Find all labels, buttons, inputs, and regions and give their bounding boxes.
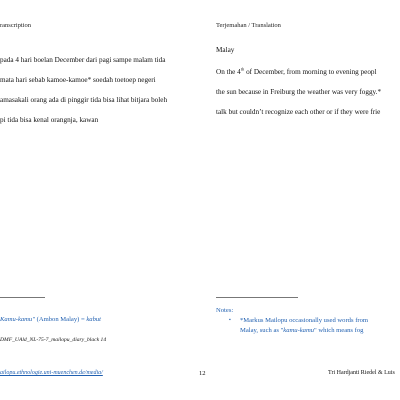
page-number: 12	[199, 370, 206, 377]
source-reference: DMF_UAld_NL-75-7_mailopu_diary_black 14	[0, 337, 107, 343]
notes-line2-start: Malay, such as "	[240, 327, 284, 334]
bullet-icon: ▪	[229, 318, 231, 323]
notes-line	[240, 327, 363, 334]
left-footnote	[0, 316, 101, 323]
notes-line2-end: " which means fog	[314, 327, 364, 334]
language-label: Malay	[216, 46, 235, 54]
notes-line: *Markus Mailopu occasionally used words from	[240, 317, 369, 324]
translation-line: talk but couldn’t recognize each other or if they were frie	[216, 108, 381, 116]
footnote-definition: (Ambon Malay) =	[35, 316, 87, 323]
translation-line1-start: On the 4	[216, 68, 241, 76]
footnote-separator-left	[0, 297, 45, 298]
notes-title: Notes:	[216, 307, 234, 314]
footnote-separator-right	[216, 297, 298, 298]
right-column-header: Terjemahan / Translation	[216, 22, 281, 29]
footnote-term: Kamu-kamu"	[0, 316, 36, 323]
transcription-line: amasakali orang ada di pinggir tida bisa lihat bitjara boleh	[0, 96, 168, 104]
footer-link[interactable]: ailopu.ethnologie.uni-muenchen.de/media/	[0, 370, 103, 376]
transcription-line: mata hari sebab kamoe-kamoe* soedah toetoep negeri	[0, 76, 156, 84]
footer-authors: Tri Hardjanti Riedel & Luis	[328, 370, 395, 376]
left-column-header: ranscription	[0, 22, 32, 29]
transcription-line: pada 4 hari boelan December dari pagi sampe malam tida	[0, 56, 166, 64]
transcription-line: pi tida bisa kenal orangnja, kawan	[0, 116, 99, 124]
notes-term: kamu-kamu	[283, 327, 315, 334]
translation-line	[216, 62, 377, 82]
footnote-meaning: kabut	[86, 316, 102, 323]
ordinal-suffix: th	[240, 66, 245, 72]
translation-line: the sun because in Freiburg the weather was very foggy.*	[216, 88, 382, 96]
translation-line1-end: of December, from morning to evening peopl	[244, 68, 377, 76]
